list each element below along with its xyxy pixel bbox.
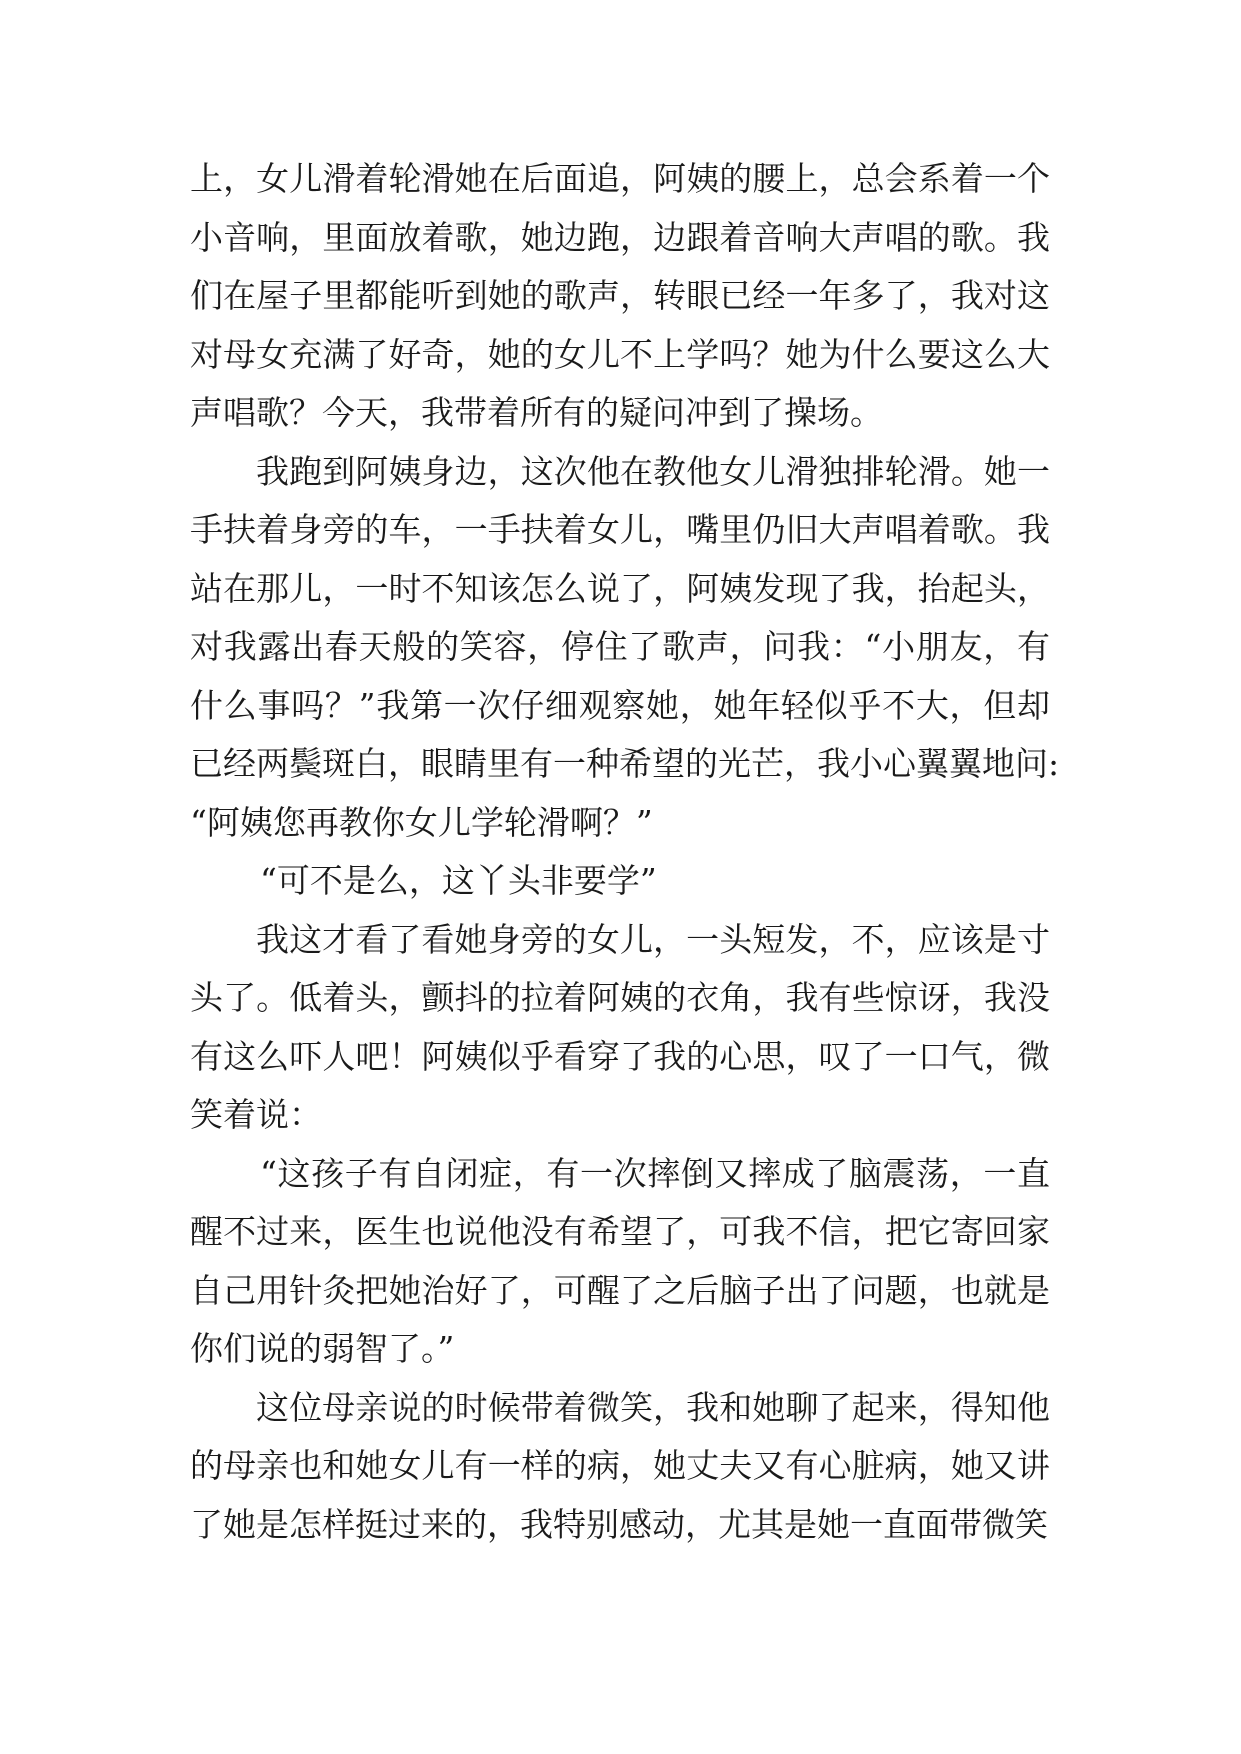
text-line: “这孩子有自闭症，有一次摔倒又摔成了脑震荡，一直 (260, 1153, 1050, 1193)
body-text (190, 150, 1060, 1554)
text-line: 声唱歌？今天，我带着所有的疑问冲到了操场。 (190, 393, 883, 432)
paragraph (190, 1379, 1050, 1555)
text-line: 头了。低着头，颤抖的拉着阿姨的衣角，我有些惊讶，我没 (190, 978, 1050, 1017)
text-line: 们在屋子里都能听到她的歌声，转眼已经一年多了，我对这 (190, 276, 1050, 315)
paragraph (190, 443, 1060, 853)
paragraph (190, 911, 1050, 1145)
text-line: 你们说的弱智了。” (190, 1329, 455, 1368)
text-line: “阿姨您再教你女儿学轮滑啊？” (190, 802, 653, 842)
text-line: “可不是么，这丫头非要学” (260, 861, 657, 900)
text-line: 这位母亲说的时候带着微笑，我和她聊了起来，得知他 (256, 1387, 1050, 1427)
paragraph (190, 852, 1050, 911)
text-line: 已经两鬓斑白，眼睛里有一种希望的光芒，我小心翼翼地问: (190, 744, 1060, 783)
text-line: 上，女儿滑着轮滑她在后面追，阿姨的腰上，总会系着一个 (190, 159, 1050, 198)
text-line: 我这才看了看她身旁的女儿，一头短发，不，应该是寸 (256, 919, 1050, 959)
paragraph (190, 1145, 1050, 1379)
text-line: 了她是怎样挺过来的，我特别感动，尤其是她一直面带微笑 (190, 1504, 1048, 1544)
text-line: 自己用针灸把她治好了，可醒了之后脑子出了问题，也就是 (190, 1270, 1050, 1310)
text-line: 什么事吗？”我第一次仔细观察她，她年轻似乎不大，但却 (190, 685, 1050, 725)
text-line: 笑着说： (190, 1095, 322, 1134)
text-line: 有这么吓人吧！阿姨似乎看穿了我的心思，叹了一口气，微 (190, 1036, 1050, 1076)
text-line: 醒不过来，医生也说他没有希望了，可我不信，把它寄回家 (190, 1212, 1050, 1251)
text-line: 的母亲也和她女儿有一样的病，她丈夫又有心脏病，她又讲 (190, 1446, 1050, 1485)
paragraph (190, 150, 1050, 443)
text-line: 手扶着身旁的车，一手扶着女儿，嘴里仍旧大声唱着歌。我 (190, 510, 1050, 549)
text-line: 对母女充满了好奇，她的女儿不上学吗？她为什么要这么大 (190, 334, 1050, 374)
text-line: 小音响，里面放着歌，她边跑，边跟着音响大声唱的歌。我 (190, 217, 1050, 257)
text-line: 站在那儿，一时不知该怎么说了，阿姨发现了我，抬起头， (190, 568, 1050, 608)
text-line: 我跑到阿姨身边，这次他在教他女儿滑独排轮滑。她一 (256, 451, 1050, 491)
text-line: 对我露出春天般的笑容，停住了歌声，问我：“小朋友，有 (190, 627, 1050, 666)
